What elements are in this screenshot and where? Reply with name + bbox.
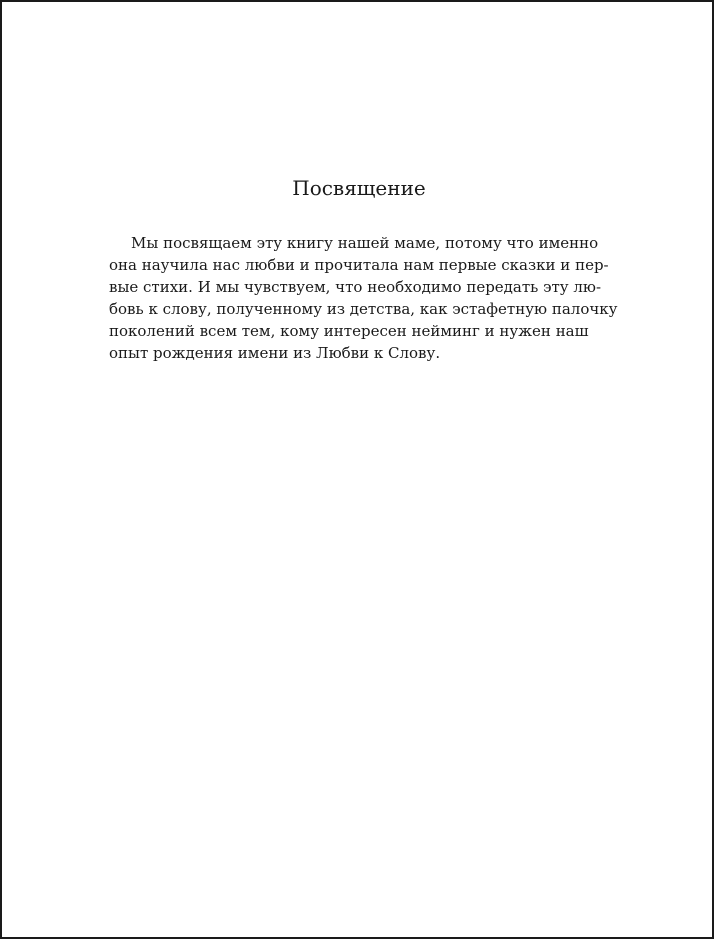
paragraph-line: она научила нас любви и прочитала нам первые сказки и пер- xyxy=(109,256,609,274)
paragraph-line: поколений всем тем, кому интересен нейминг и нужен наш xyxy=(109,322,589,340)
page-title: Посвящение xyxy=(292,176,426,200)
paragraph-line: Мы посвящаем эту книгу нашей маме, потому что именно xyxy=(131,234,599,252)
paragraph-line: бовь к слову, полученному из детства, как эстафетную палочку xyxy=(109,300,618,318)
paragraph-line: опыт рождения имени из Любви к Слову. xyxy=(109,344,441,362)
dedication-paragraph xyxy=(109,232,618,364)
paragraph-line: вые стихи. И мы чувствуем, что необходимо передать эту лю- xyxy=(109,278,602,296)
